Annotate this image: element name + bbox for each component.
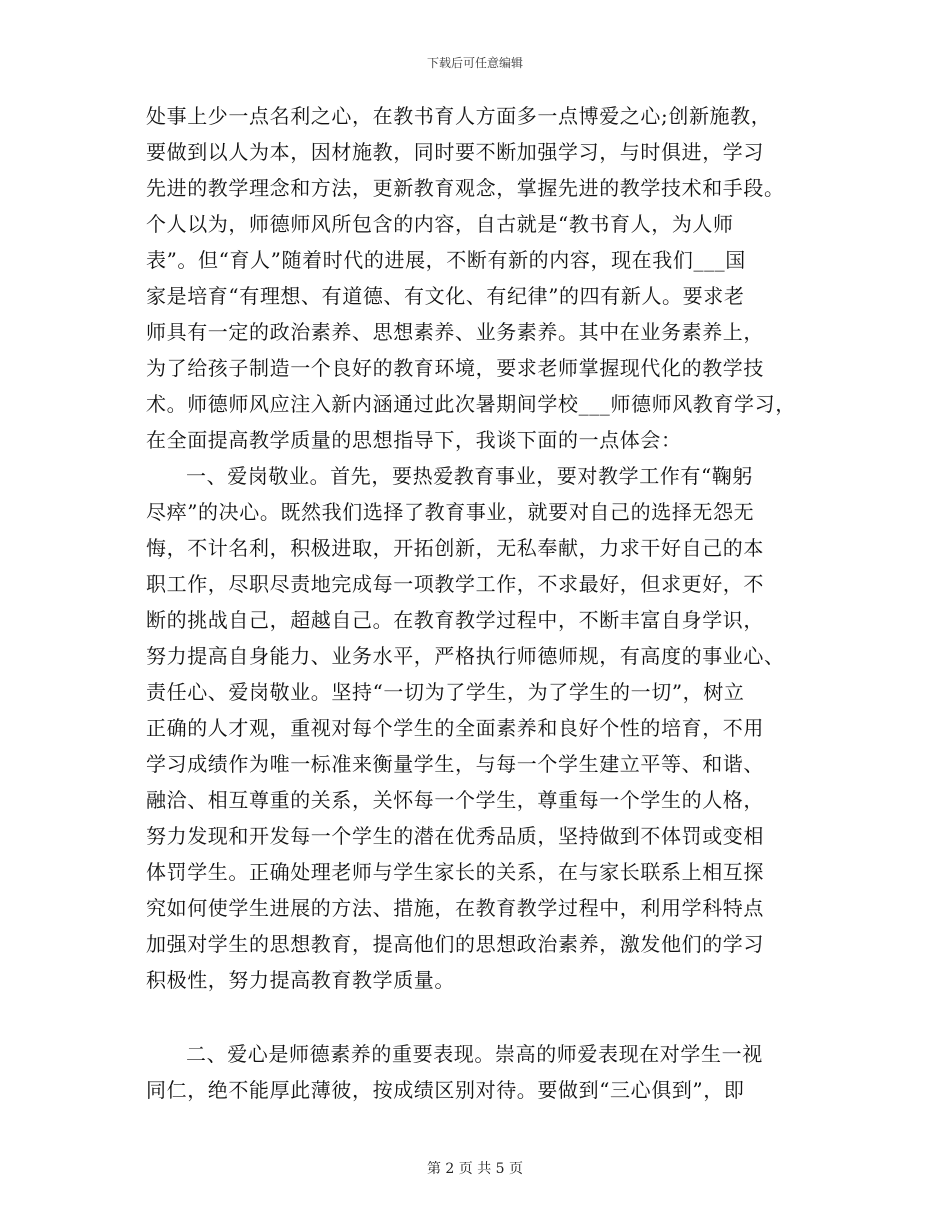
text-line: 家是培育“有理想、有道德、有文化、有纪律”的四有新人。要求老 bbox=[146, 284, 745, 308]
text-line: 责任心、爱岗敬业。坚持“一切为了学生，为了学生的一切”，树立 bbox=[146, 680, 745, 704]
text-line: 努力提高自身能力、业务水平，严格执行师德师规，有高度的事业心、 bbox=[146, 644, 785, 668]
text-line: 努力发现和开发每一个学生的潜在优秀品质，坚持做到不体罚或变相 bbox=[146, 824, 764, 848]
text-line: 术。师德师风应注入新内涵通过此次暑期间学校___师德师风教育学习， bbox=[146, 392, 796, 416]
text-line: 为了给孩子制造一个良好的教育环境，要求老师掌握现代化的教学技 bbox=[146, 356, 764, 380]
text-line: 表”。但“育人”随着时代的进展，不断有新的内容，现在我们___国 bbox=[146, 248, 746, 272]
text-line: 先进的教学理念和方法，更新教育观念，掌握先进的教学技术和手段。 bbox=[146, 176, 785, 200]
text-line: 同仁，绝不能厚此薄彼，按成绩区别对待。要做到“三心俱到”，即 bbox=[146, 1078, 745, 1102]
text-line: 究如何使学生进展的方法、措施，在教育教学过程中，利用学科特点 bbox=[146, 896, 764, 920]
page-header: 下载后可任意编辑 bbox=[426, 56, 523, 70]
text-line: 要做到以人为本，因材施教，同时要不断加强学习，与时俱进，学习 bbox=[146, 140, 764, 164]
text-line: 积极性，努力提高教育教学质量。 bbox=[146, 968, 455, 992]
paragraph-first-line: 二、爱心是师德素养的重要表现。崇高的师爱表现在对学生一视 bbox=[186, 1042, 763, 1066]
text-line: 处事上少一点名利之心，在教书育人方面多一点博爱之心;创新施教， bbox=[146, 104, 772, 128]
text-line: 断的挑战自己，超越自己。在教育教学过程中，不断丰富自身学识， bbox=[146, 608, 764, 632]
text-line: 在全面提高教学质量的思想指导下，我谈下面的一点体会： bbox=[146, 428, 682, 452]
text-line: 融洽、相互尊重的关系，关怀每一个学生，尊重每一个学生的人格， bbox=[146, 788, 764, 812]
paragraph-first-line: 一、爱岗敬业。首先，要热爱教育事业，要对教学工作有“鞠躬 bbox=[186, 464, 754, 488]
text-line: 悔，不计名利，积极进取，开拓创新，无私奉献，力求干好自己的本 bbox=[146, 536, 764, 560]
text-line: 尽瘁”的决心。既然我们选择了教育事业，就要对自己的选择无怨无 bbox=[146, 500, 755, 524]
text-line: 师具有一定的政治素养、思想素养、业务素养。其中在业务素养上， bbox=[146, 320, 764, 344]
page-number: 第 2 页 共 5 页 bbox=[426, 1161, 524, 1177]
text-line: 学习成绩作为唯一标准来衡量学生，与每一个学生建立平等、和谐、 bbox=[146, 752, 764, 776]
text-line: 加强对学生的思想教育，提高他们的思想政治素养，激发他们的学习 bbox=[146, 932, 764, 956]
text-line: 职工作，尽职尽责地完成每一项教学工作，不求最好，但求更好，不 bbox=[146, 572, 764, 596]
text-line: 体罚学生。正确处理老师与学生家长的关系，在与家长联系上相互探 bbox=[146, 860, 764, 884]
text-line: 个人以为，师德师风所包含的内容，自古就是“教书育人，为人师 bbox=[146, 212, 734, 236]
text-line: 正确的人才观，重视对每个学生的全面素养和良好个性的培育，不用 bbox=[146, 716, 764, 740]
